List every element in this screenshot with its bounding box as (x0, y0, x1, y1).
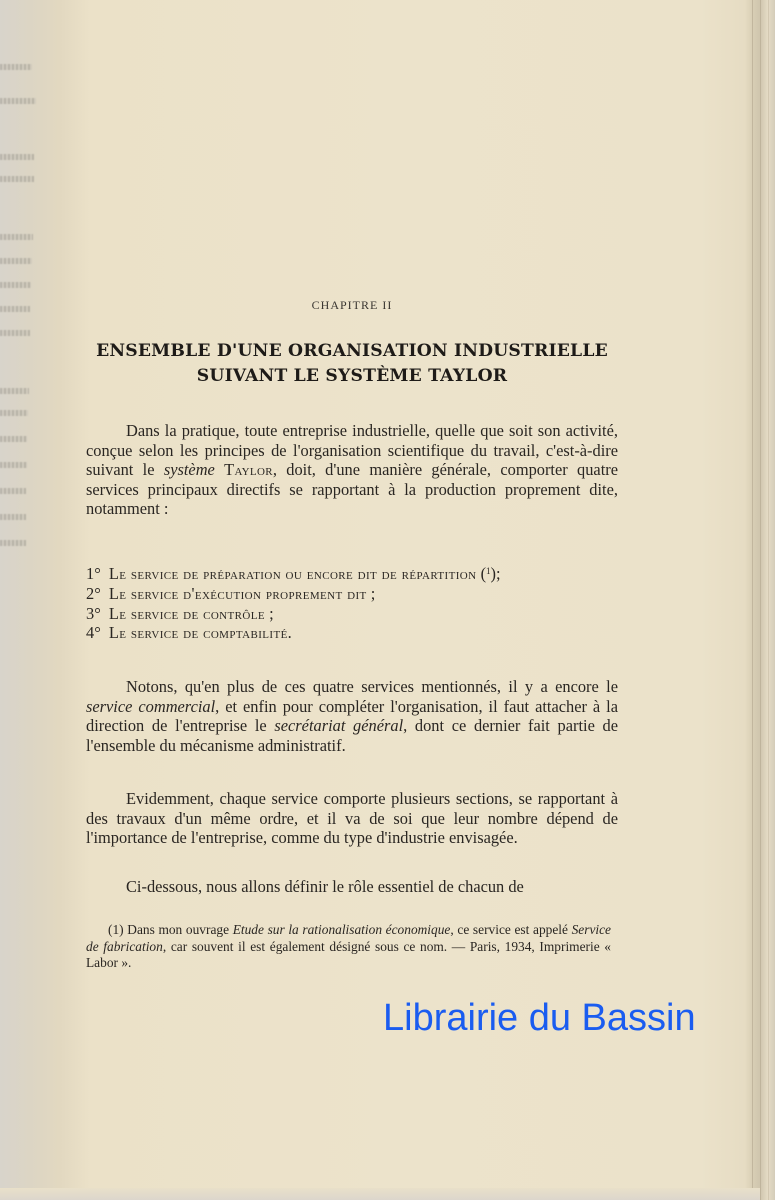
italic-text: service commercial (86, 696, 216, 716)
list-item: 1° Le service de préparation ou encore dit de répartition ($^1$); (86, 564, 501, 583)
list-label: Le service de préparation ou encore dit de répartition (108, 564, 477, 583)
list-item (86, 623, 618, 643)
italic-text: système (163, 460, 215, 480)
list-number: 1° (86, 564, 101, 583)
chapter-title (86, 339, 618, 389)
italic-text: secrétariat général (274, 716, 404, 736)
paragraph-ci-dessous (86, 877, 618, 897)
list-item (86, 604, 618, 624)
smallcaps-text: Taylor (224, 460, 273, 480)
text-run: Notons, qu'en plus de ces quatre services mentionnés, il y a encore le (126, 677, 618, 696)
list-label: Le service de contrôle (108, 603, 265, 623)
text-run: Dans la pratique, toute entreprise industrielle, quelle que soit son activité, conçue selon les principes de l'organisation scientifique du travail, c'est-à-dire suivant le (86, 421, 618, 480)
page-edge-line (768, 0, 769, 1200)
italic-text: Service de fabrication (86, 922, 611, 954)
footnote-marker: (1) (108, 922, 124, 938)
text-run: , car souvent il est également désigné sous ce nom. — Paris, 1934, Imprimerie « Labor ». (86, 938, 612, 971)
text-run: Evidemment, chaque service comporte plusieurs sections, se rapportant à des travaux d'un même ordre, et il va de soi que leur nombre dépend de l'importance de l'entreprise, comme du type d'industrie envisagée. (86, 789, 618, 848)
list-number: 3° (86, 603, 101, 623)
page-bottom-edge (0, 1188, 760, 1200)
services-list (86, 562, 618, 643)
facing-page-bleed-through (0, 0, 34, 600)
page-edge-line (752, 0, 753, 1200)
chapter-label: CHAPITRE II (311, 298, 393, 312)
text-run: , et enfin pour compléter l'organisation, il faut attacher à la direction de l'entreprise le (86, 696, 618, 736)
list-label: Le service d'exécution proprement dit (108, 583, 367, 603)
text-run: , doit, d'une manière générale, comporter quatre services principaux directifs se rapportant à la production proprement dite, notamment : (86, 460, 618, 519)
paragraph-evidemment (86, 789, 618, 848)
text-run: Dans mon ouvrage (123, 922, 233, 938)
list-ending: ; (269, 603, 274, 623)
page-edge-line (760, 0, 761, 1200)
text-run: , dont ce dernier fait partie de l'ensemble du mécanisme administratif. (86, 716, 618, 755)
watermark-text: Librairie du Bassin (383, 997, 696, 1039)
text-run: Ci-dessous, nous allons définir le rôle essentiel de chacun de (126, 877, 524, 896)
list-number: 2° (86, 583, 101, 603)
chapter-title-line-2: SUIVANT LE SYSTÈME TAYLOR (196, 366, 508, 386)
footnote-reference[interactable]: 1 (486, 566, 491, 576)
text-run: , ce service est appelé (450, 922, 572, 938)
paragraph-notons (86, 677, 618, 755)
list-ending: ; (496, 564, 501, 583)
list-item (86, 584, 618, 604)
list-ending: ; (370, 583, 376, 603)
footnote (86, 922, 611, 971)
chapter-title-line-1: ENSEMBLE D'UNE ORGANISATION INDUSTRIELLE (96, 341, 608, 361)
list-number: 4° (86, 623, 101, 643)
italic-text: Etude sur la rationalisation économique (232, 922, 451, 938)
paragraph-intro (86, 421, 618, 519)
list-label: Le service de comptabilité. (108, 623, 293, 643)
